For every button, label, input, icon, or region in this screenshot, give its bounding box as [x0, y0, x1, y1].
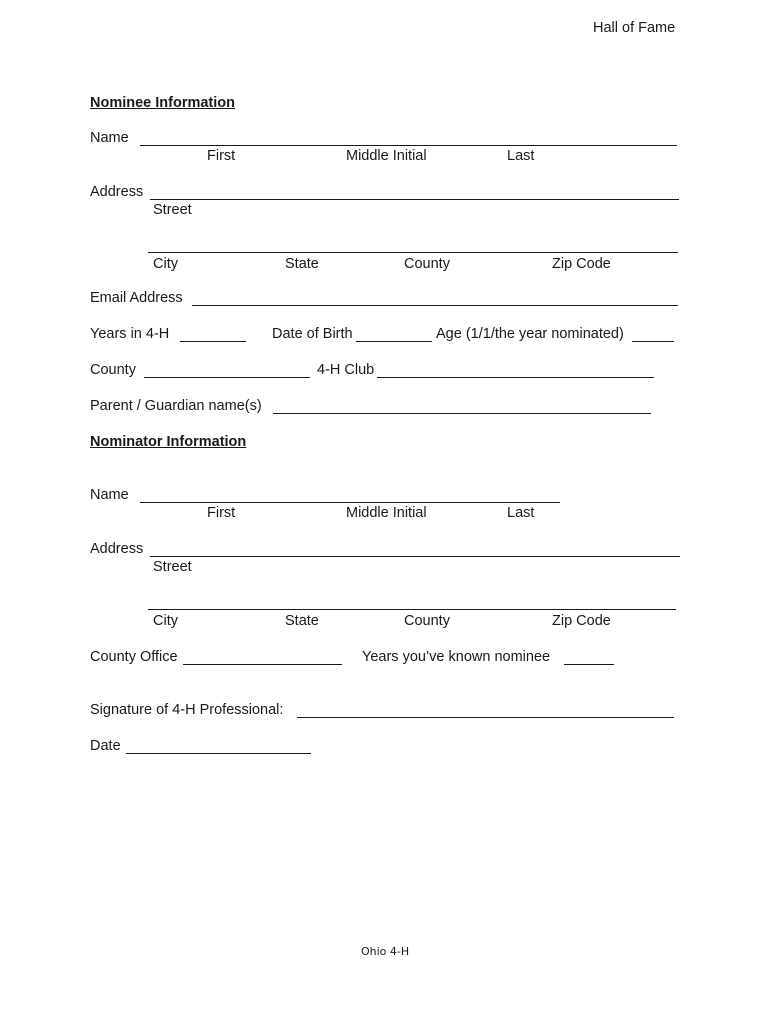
nominee-email-field[interactable]	[192, 305, 678, 306]
nominator-state-caption: State	[285, 613, 319, 629]
signature-label: Signature of 4-H Professional:	[90, 702, 284, 718]
nominator-street-field[interactable]	[150, 556, 680, 557]
footer-text: Ohio 4-H	[361, 945, 410, 958]
nominee-age-label: Age (1/1/the year nominated)	[436, 326, 624, 342]
nominator-last-caption: Last	[507, 505, 535, 521]
nominee-section-heading: Nominee Information	[90, 95, 236, 111]
nominee-email-label: Email Address	[90, 290, 183, 306]
nominator-middle-initial-caption: Middle Initial	[346, 505, 427, 521]
nominee-county-field[interactable]	[144, 377, 310, 378]
nominee-parent-field[interactable]	[273, 413, 651, 414]
nominator-address-label: Address	[90, 541, 144, 557]
nominee-middle-initial-caption: Middle Initial	[346, 148, 427, 164]
nominee-parent-label: Parent / Guardian name(s)	[90, 398, 262, 414]
nominee-last-caption: Last	[507, 148, 535, 164]
nominee-county-caption: County	[404, 256, 450, 272]
signature-field[interactable]	[297, 717, 674, 718]
date-label: Date	[90, 738, 121, 754]
nominee-club-label: 4-H Club	[317, 362, 375, 378]
nominee-county-label: County	[90, 362, 136, 378]
nominator-county-caption: County	[404, 613, 450, 629]
nominator-section-heading: Nominator Information	[90, 434, 247, 450]
nominee-years-label: Years in 4-H	[90, 326, 170, 342]
nominee-city-caption: City	[153, 256, 178, 272]
nominator-years-known-field[interactable]	[564, 664, 614, 665]
nominee-dob-field[interactable]	[356, 341, 432, 342]
nominator-street-caption: Street	[153, 559, 192, 575]
nominee-city-state-zip-field[interactable]	[148, 252, 678, 253]
nominee-street-field[interactable]	[150, 199, 679, 200]
nominee-name-field[interactable]	[140, 145, 677, 146]
nominee-club-field[interactable]	[377, 377, 654, 378]
nominee-years-field[interactable]	[180, 341, 246, 342]
nominee-zip-caption: Zip Code	[552, 256, 611, 272]
nominee-state-caption: State	[285, 256, 319, 272]
nominator-county-office-field[interactable]	[183, 664, 342, 665]
nominee-street-caption: Street	[153, 202, 192, 218]
nominee-address-label: Address	[90, 184, 144, 200]
nominator-first-caption: First	[207, 505, 236, 521]
nominee-dob-label: Date of Birth	[272, 326, 353, 342]
document-title: Hall of Fame	[593, 20, 676, 36]
nominator-city-caption: City	[153, 613, 178, 629]
nominator-city-state-zip-field[interactable]	[148, 609, 676, 610]
nominee-first-caption: First	[207, 148, 236, 164]
nominee-age-field[interactable]	[632, 341, 674, 342]
nominator-name-field[interactable]	[140, 502, 560, 503]
nominator-zip-caption: Zip Code	[552, 613, 611, 629]
nominator-county-office-label: County Office	[90, 649, 178, 665]
nominee-name-label: Name	[90, 130, 129, 146]
nominator-years-known-label: Years you’ve known nominee	[362, 649, 551, 665]
date-field[interactable]	[126, 753, 311, 754]
nominator-name-label: Name	[90, 487, 129, 503]
